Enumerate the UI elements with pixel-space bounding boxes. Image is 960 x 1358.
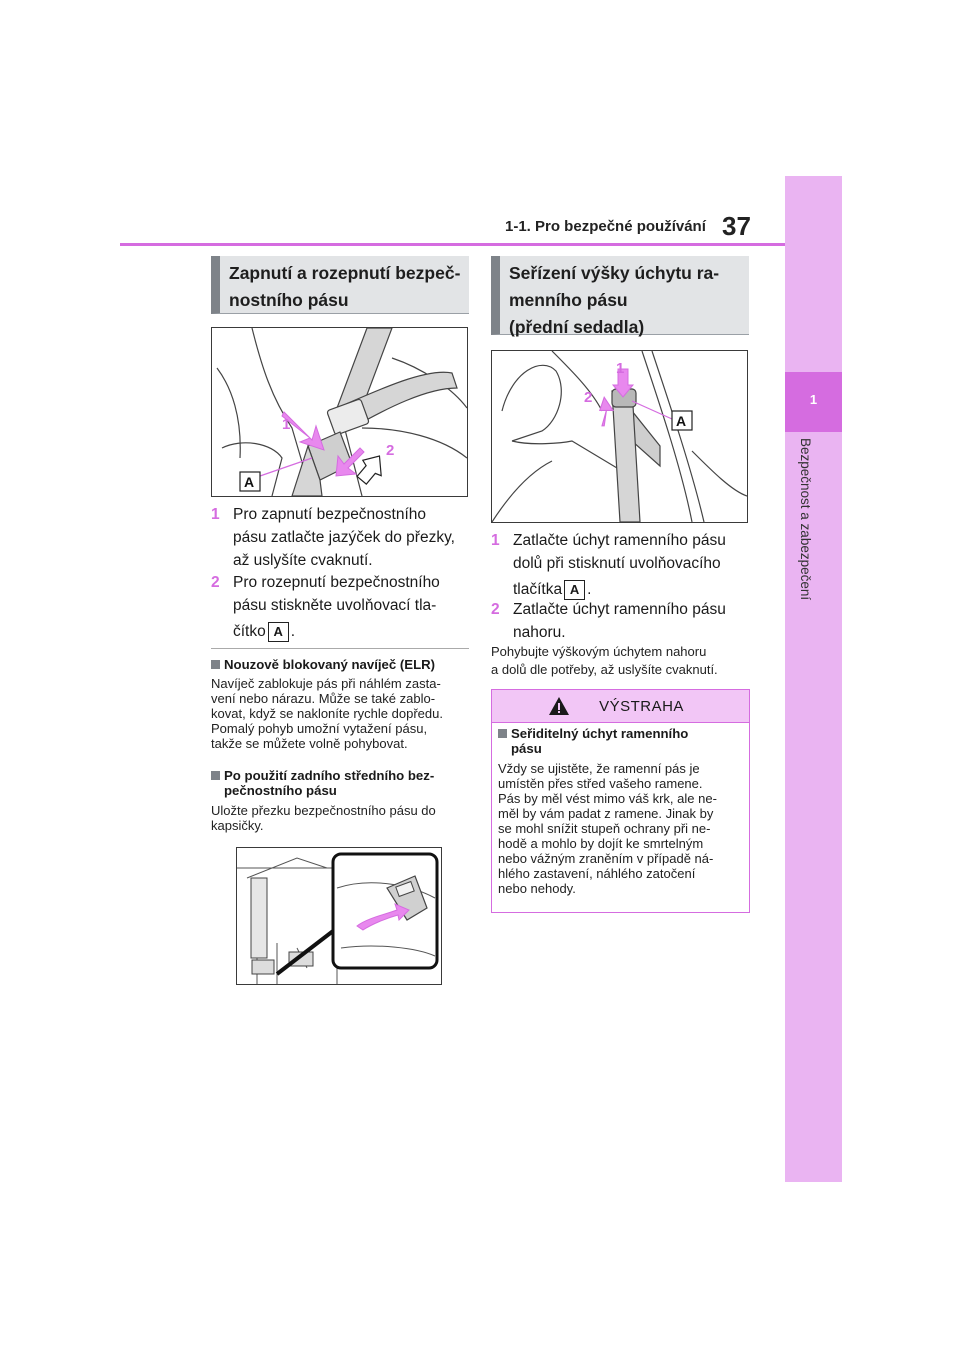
step-text-line: nahoru. bbox=[513, 624, 566, 641]
section-title-adjust-height bbox=[491, 256, 749, 335]
section-title-fastening bbox=[211, 256, 469, 314]
note-title-text: Po použití zadního středního bez- bbox=[224, 768, 435, 783]
step-text-line: čítko bbox=[233, 623, 266, 640]
figure-label-2: 2 bbox=[386, 442, 395, 459]
step-text-line: Pro zapnutí bezpečnostního bbox=[233, 506, 427, 523]
step-number: 2 bbox=[491, 601, 500, 618]
header-rule bbox=[120, 243, 785, 246]
step-text-line: tlačítka bbox=[513, 581, 563, 598]
step-text-line: pásu zatlačte jazýček do přezky, bbox=[233, 529, 455, 546]
note-title-text: pečnostního pásu bbox=[224, 783, 337, 798]
warning-line: měl by vám padat z ramene. Jinak by bbox=[498, 806, 714, 821]
note-line: kapsičky. bbox=[211, 818, 264, 833]
note-line: vení nebo nárazu. Může se také zablo- bbox=[211, 691, 436, 706]
seatbelt-fastening-illustration bbox=[212, 328, 467, 496]
note-line: Pohybujte výškovým úchytem nahoru bbox=[491, 644, 707, 659]
shoulder-anchor-illustration bbox=[492, 351, 747, 522]
shoulder-anchor-figure bbox=[491, 350, 748, 523]
height-adjust-note bbox=[491, 643, 753, 679]
note-rear-belt-body bbox=[211, 803, 471, 833]
warning-line: hodě a mohlo by dojít ke smrtelným bbox=[498, 836, 704, 851]
figure-label-2: 2 bbox=[584, 389, 593, 406]
figure-label-1: 1 bbox=[282, 416, 291, 433]
note-line: takže se můžete volně pohybovat. bbox=[211, 736, 408, 751]
note-elr-body bbox=[211, 676, 471, 751]
warning-subtitle-text: Seřiditelný úchyt ramenního bbox=[511, 726, 689, 741]
section-title-line: nostního pásu bbox=[229, 290, 349, 310]
section-divider bbox=[211, 648, 469, 649]
warning-line: se mohl snížit stupeň ochrany při ne- bbox=[498, 821, 711, 836]
note-line: Pomalý pohyb umožní vytažení pásu, bbox=[211, 721, 428, 736]
bullet-square-icon bbox=[211, 771, 220, 780]
warning-line: hlého zastavení, náhlého zatočení bbox=[498, 866, 696, 881]
note-elr-title bbox=[211, 657, 471, 672]
step-text-line: Zatlačte úchyt ramenního pásu bbox=[513, 532, 726, 549]
step-1 bbox=[211, 503, 469, 573]
note-line: Uložte přezku bezpečnostního pásu do bbox=[211, 803, 436, 818]
warning-title: VÝSTRAHA bbox=[599, 698, 684, 715]
warning-subtitle bbox=[498, 726, 744, 756]
warning-box bbox=[491, 689, 750, 913]
section-title-line: menního pásu bbox=[509, 290, 628, 310]
note-rear-belt-title bbox=[211, 768, 471, 798]
bullet-square-icon bbox=[498, 729, 507, 738]
seatbelt-fastening-figure bbox=[211, 327, 468, 497]
step-text-line: dolů při stisknutí uvolňovacího bbox=[513, 555, 721, 572]
rear-belt-pocket-figure bbox=[236, 847, 442, 985]
running-header: 1-1. Pro bezpečné používání bbox=[505, 218, 706, 235]
rear-belt-pocket-illustration bbox=[237, 848, 441, 984]
warning-line: Pás by měl vést mimo váš krk, ale ne- bbox=[498, 791, 717, 806]
step-number: 2 bbox=[211, 574, 220, 591]
step-2 bbox=[211, 571, 469, 641]
step-number: 1 bbox=[491, 532, 500, 549]
step-text-end: . bbox=[587, 581, 592, 598]
note-line: Navíječ zablokuje pás při náhlém zasta- bbox=[211, 676, 441, 691]
step-1 bbox=[491, 529, 749, 599]
section-title-line: Zapnutí a rozepnutí bezpeč- bbox=[229, 263, 461, 283]
warning-line: nebo vážným zraněním v případě ná- bbox=[498, 851, 714, 866]
button-a-badge: A bbox=[268, 622, 289, 642]
chapter-title: Bezpečnost a zabezpečení bbox=[798, 438, 813, 601]
figure-label-1: 1 bbox=[616, 360, 625, 377]
button-a-badge: A bbox=[564, 580, 585, 600]
warning-line: umístěn přes střed vašeho ramene. bbox=[498, 776, 703, 791]
warning-body bbox=[498, 761, 744, 896]
warning-subtitle-text: pásu bbox=[511, 741, 542, 756]
bullet-square-icon bbox=[211, 660, 220, 669]
warning-header bbox=[492, 690, 749, 723]
section-title-line: Seřízení výšky úchytu ra- bbox=[509, 263, 720, 283]
step-text-line: pásu stiskněte uvolňovací tla- bbox=[233, 597, 437, 614]
step-number: 1 bbox=[211, 506, 220, 523]
page-number: 37 bbox=[722, 211, 751, 241]
note-title-text: Nouzově blokovaný navíječ (ELR) bbox=[224, 657, 436, 672]
warning-line: Vždy se ujistěte, že ramenní pás je bbox=[498, 761, 700, 776]
step-text-end: . bbox=[290, 623, 296, 640]
step-text-line: Zatlačte úchyt ramenního pásu bbox=[513, 601, 726, 618]
step-text-line: Pro rozepnutí bezpečnostního bbox=[233, 574, 440, 591]
chapter-tab-strip bbox=[785, 176, 842, 1182]
figure-label-a: A bbox=[676, 413, 687, 429]
step-2 bbox=[491, 598, 749, 646]
note-line: kovat, když se nakloníte rychle dopředu. bbox=[211, 706, 443, 721]
note-line: a dolů dle potřeby, až uslyšíte cvaknutí. bbox=[491, 662, 718, 677]
warning-line: nebo nehody. bbox=[498, 881, 576, 896]
figure-label-a: A bbox=[244, 474, 255, 490]
chapter-number: 1 bbox=[809, 392, 818, 407]
section-title-line: (přední sedadla) bbox=[509, 317, 645, 337]
step-text-line: až uslyšíte cvaknutí. bbox=[233, 552, 373, 569]
